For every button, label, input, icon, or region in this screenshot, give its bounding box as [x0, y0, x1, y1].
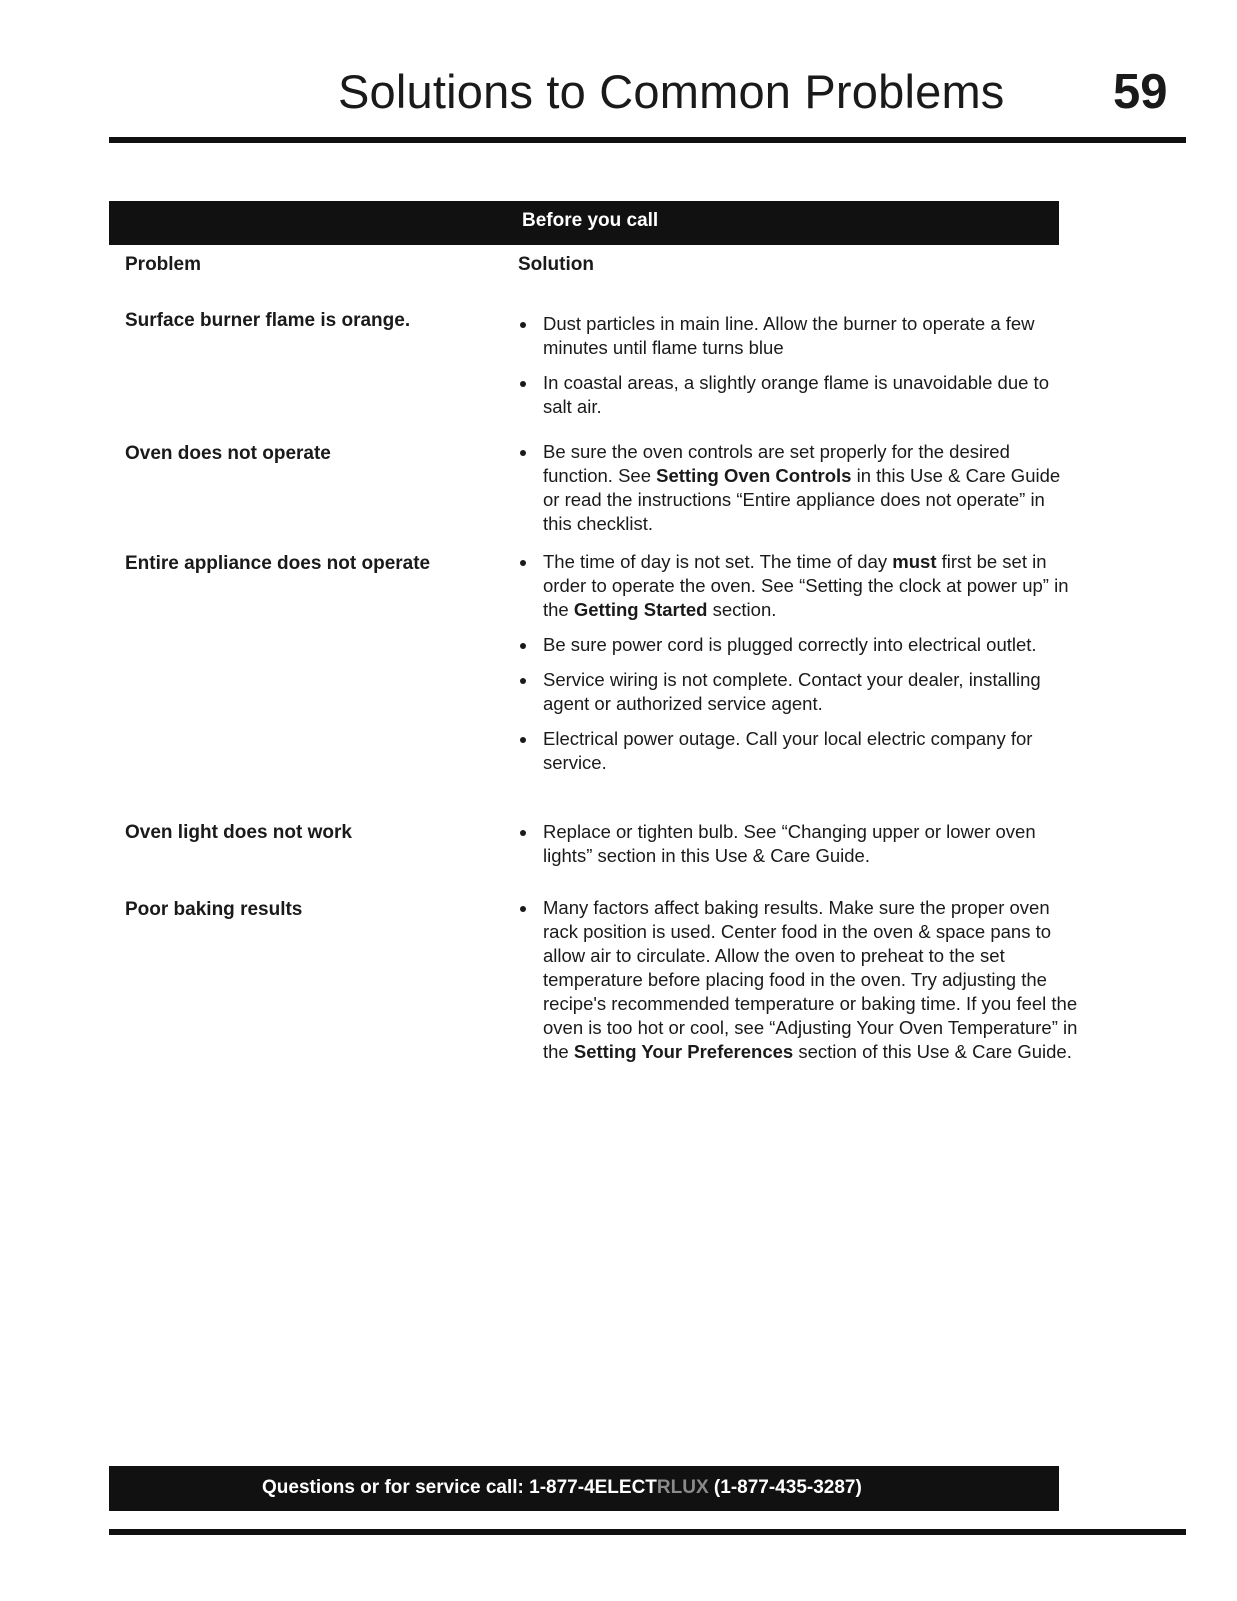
solution-item: Many factors affect baking results. Make sure the proper oven rack position is used. Center food in the oven & space pans to allow air to circulate. Allow the oven to preheat to the set temperature before placing food in the oven. Try adjusting the recipe's recommended temperature or baking time. If you feel the oven is too hot or cool, see “Adjusting Your Oven Temperature” in the Setting Your Preferences section of this Use & Care Guide.: [518, 896, 1078, 1064]
solution-item: The time of day is not set. The time of day must first be set in order to operate the oven. See “Setting the clock at power up” in the Getting Started section.: [518, 550, 1078, 622]
section-bar: [109, 201, 1059, 245]
problem-label: Surface burner flame is orange.: [125, 310, 411, 331]
solution-item: Be sure the oven controls are set properly for the desired function. See Setting Oven Controls in this Use & Care Guide or read the instructions “Entire appliance does not operate” in this checklist.: [518, 440, 1078, 536]
solution-block: [518, 440, 1078, 547]
header-rule: [109, 137, 1186, 143]
bullet-icon: [520, 560, 526, 566]
page-number: 59: [1113, 65, 1168, 119]
bullet-icon: [520, 322, 526, 328]
solution-item: Electrical power outage. Call your local electric company for service.: [518, 727, 1078, 775]
solution-block: [518, 896, 1078, 1075]
footer-bar: [109, 1466, 1059, 1511]
section-bar-label: Before you call: [522, 210, 659, 231]
problem-label: Poor baking results: [125, 899, 303, 920]
footer-rule: [109, 1529, 1186, 1535]
page-title: Solutions to Common Problems: [338, 65, 1005, 118]
problem-label: Oven does not operate: [125, 443, 331, 464]
service-phone-text: Questions or for service call: 1-877-4ELECTRLUX (1-877-435-3287): [262, 1477, 862, 1498]
solution-item: In coastal areas, a slightly orange flame is unavoidable due to salt air.: [518, 371, 1078, 419]
solution-item: Replace or tighten bulb. See “Changing upper or lower oven lights” section in this Use & Care Guide.: [518, 820, 1078, 868]
bullet-icon: [520, 906, 526, 912]
bullet-icon: [520, 643, 526, 649]
bullet-icon: [520, 830, 526, 836]
solution-block: [518, 550, 1078, 786]
bullet-icon: [520, 381, 526, 387]
solution-item: Service wiring is not complete. Contact your dealer, installing agent or authorized service agent.: [518, 668, 1078, 716]
problem-label: Oven light does not work: [125, 822, 352, 843]
solution-block: [518, 312, 1078, 430]
column-header-solution: Solution: [518, 254, 594, 275]
solution-block: [518, 820, 1078, 879]
solution-item: Dust particles in main line. Allow the burner to operate a few minutes until flame turns blue: [518, 312, 1078, 360]
bullet-icon: [520, 737, 526, 743]
bullet-icon: [520, 450, 526, 456]
problem-label: Entire appliance does not operate: [125, 553, 431, 574]
bullet-icon: [520, 678, 526, 684]
column-header-problem: Problem: [125, 254, 202, 275]
solution-item: Be sure power cord is plugged correctly into electrical outlet.: [518, 633, 1078, 657]
